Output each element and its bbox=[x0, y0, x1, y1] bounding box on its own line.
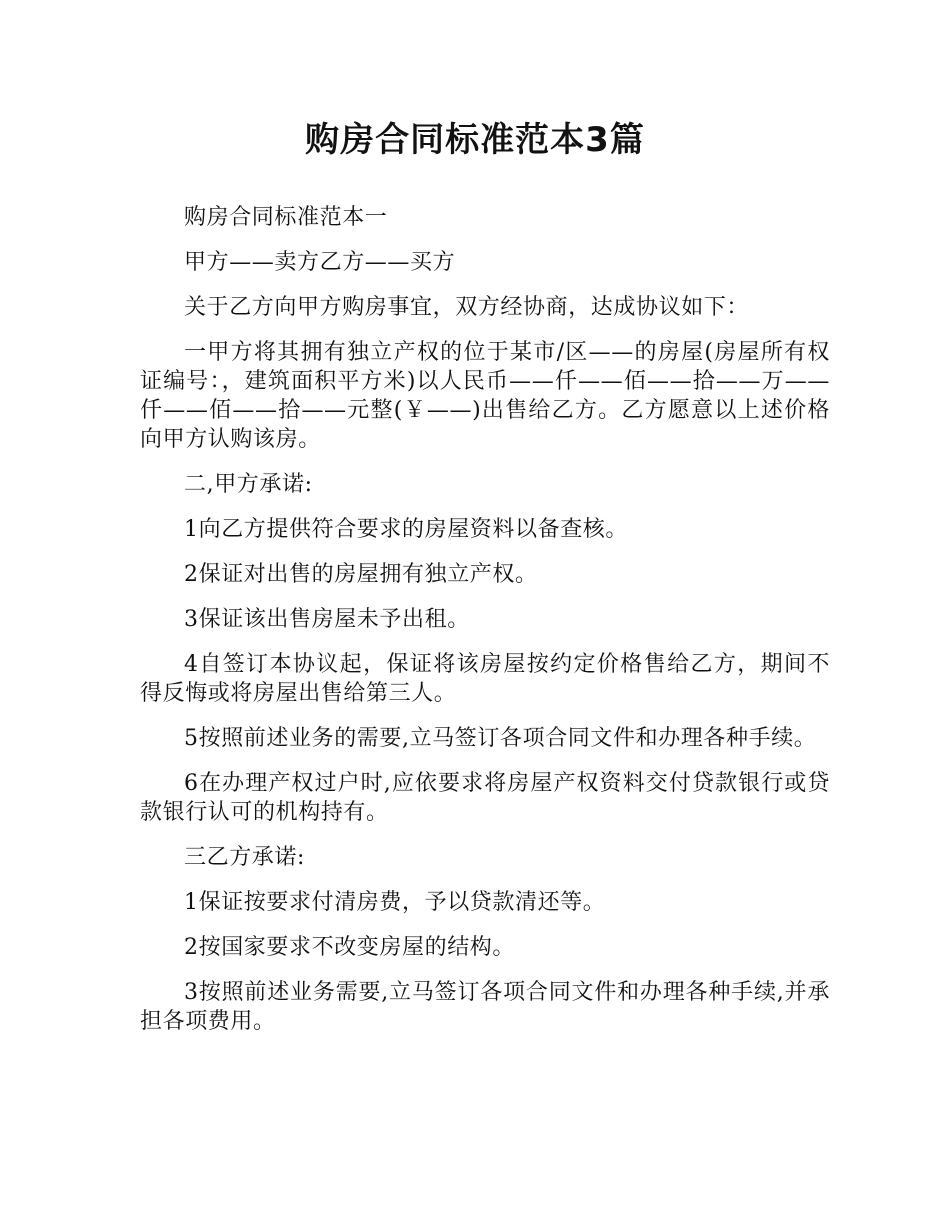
paragraph-preamble: 关于乙方向甲方购房事宜，双方经协商，达成协议如下： bbox=[184, 295, 750, 320]
paragraph-seller-item-1: 1向乙方提供符合要求的房屋资料以备查核。 bbox=[184, 517, 628, 542]
paragraph-buyer-item-1: 1保证按要求付清房费，予以贷款清还等。 bbox=[184, 890, 606, 915]
paragraph-seller-item-2: 2保证对出售的房屋拥有独立产权。 bbox=[184, 562, 538, 587]
paragraph-buyer-item-3: 3按照前述业务需要,立马签订各项合同文件和办理各种手续,并承担各项费用。 bbox=[140, 980, 830, 1034]
document-body bbox=[140, 203, 830, 1052]
paragraph-seller-item-3: 3保证该出售房屋未予出租。 bbox=[184, 607, 470, 632]
paragraph-seller-item-6: 6在办理产权过户时,应依要求将房屋产权资料交付贷款银行或贷款银行认可的机构持有。 bbox=[140, 771, 830, 825]
paragraph-seller-item-5: 5按照前述业务的需要,立马签订各项合同文件和办理各种手续。 bbox=[184, 726, 817, 751]
paragraph-buyer-item-2: 2按国家要求不改变房屋的结构。 bbox=[184, 935, 515, 960]
paragraph-contract-name: 购房合同标准范本一 bbox=[184, 205, 388, 230]
paragraph-clause-1: 一甲方将其拥有独立产权的位于某市/区——的房屋(房屋所有权证编号：，建筑面积平方米)以人民币——仟——佰——拾——万——仟——佰——拾——元整(￥——)出售给乙方。乙方愿意以上述价格向甲方认购该房。 bbox=[140, 340, 830, 452]
paragraph-seller-heading: 二,甲方承诺: bbox=[184, 472, 313, 497]
document-title: 购房合同标准范本3篇 bbox=[305, 120, 645, 160]
paragraph-parties: 甲方——卖方乙方——买方 bbox=[184, 250, 456, 275]
paragraph-seller-item-4: 4自签订本协议起，保证将该房屋按约定价格售给乙方，期间不得反悔或将房屋出售给第三人。 bbox=[140, 652, 830, 706]
paragraph-buyer-heading: 三乙方承诺: bbox=[184, 845, 306, 870]
